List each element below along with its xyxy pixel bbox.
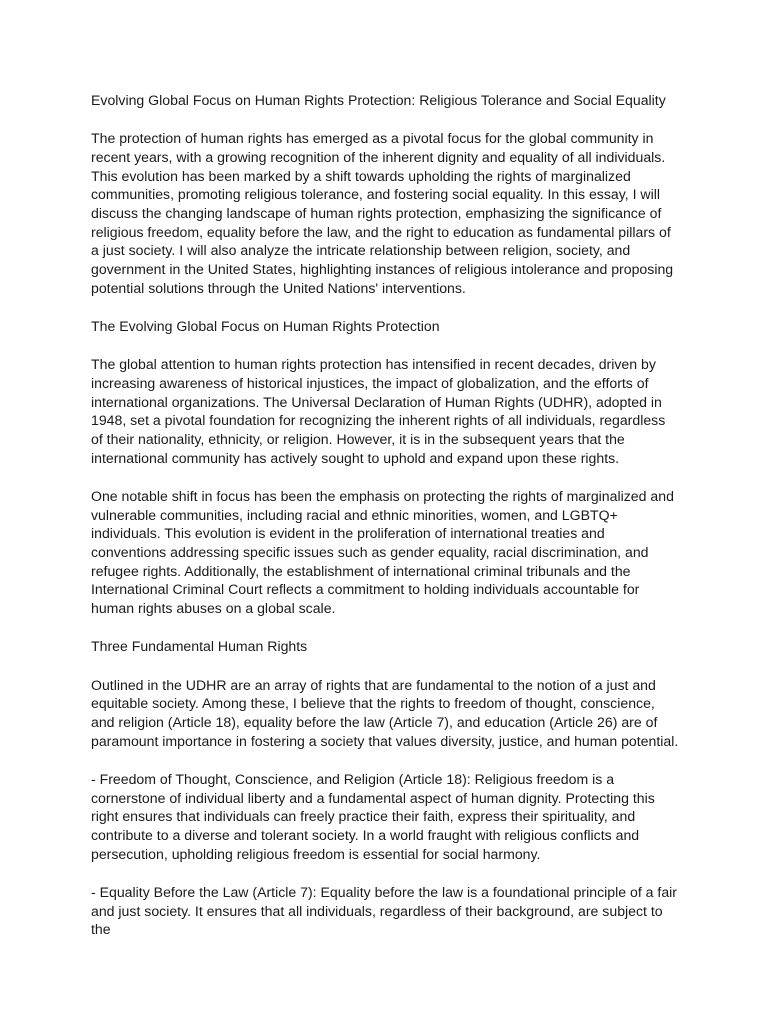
paragraph-notable-shift: One notable shift in focus has been the emphasis on protecting the rights of marginalized and vulnerable communities, including racial and ethnic minorities, women, and LGBTQ+ individuals. This evolution is evident in the proliferation of international treaties and conventions addressing specific issues such as gender equality, racial discrimination, and refugee rights. Additionally, the establishment of international criminal tribunals and the International Criminal Court reflects a commitment to holding individuals accountable for human rights abuses on a global scale. — [91, 487, 674, 617]
intro-paragraph: The protection of human rights has emerged as a pivotal focus for the global community in recent years, with a growing recognition of the inherent dignity and equality of all individuals. This evolution has been marked by a shift towards upholding the rights of marginalized communities, promoting religious tolerance, and fostering social equality. In this essay, I will discuss the changing landscape of human rights protection, emphasizing the significance of religious freedom, equality before the law, and the right to education as fundamental pillars of a just society. I will also analyze the intricate relationship between religion, society, and government in the United States, highlighting instances of religious intolerance and proposing potential solutions through the United Nations' interventions. — [91, 130, 674, 296]
document-title: Evolving Global Focus on Human Rights Protection: Religious Tolerance and Social Equality — [91, 92, 666, 108]
paragraph-article-7: - Equality Before the Law (Article 7): Equality before the law is a foundational principle of a fair and just society. It ensures that all individuals, regardless of their background, are subject to the — [91, 883, 677, 938]
section-heading-global-focus: The Evolving Global Focus on Human Rights Protection — [91, 318, 440, 335]
paragraph-global-attention: The global attention to human rights protection has intensified in recent decades, driven by increasing awareness of historical injustices, the impact of globalization, and the efforts of international organizations. The Universal Declaration of Human Rights (UDHR), adopted in 1948, set a pivotal foundation for recognizing the inherent rights of all individuals, regardless of their nationality, ethnicity, or religion. However, it is in the subsequent years that the international community has actively sought to uphold and expand upon these rights. — [91, 356, 666, 466]
section-heading-three-rights: Three Fundamental Human Rights — [91, 638, 308, 655]
paragraph-article-18: - Freedom of Thought, Conscience, and Religion (Article 18): Religious freedom is a cornerstone of individual liberty and a fundamental aspect of human dignity. Protecting this right ensures that individuals can freely practice their faith, express their spirituality, and contribute to a diverse and tolerant society. In a world fraught with religious conflicts and persecution, upholding religious freedom is essential for social harmony. — [91, 770, 655, 862]
document-body — [91, 91, 679, 959]
paragraph-udhr-rights: Outlined in the UDHR are an array of rights that are fundamental to the notion of a just and equitable society. Among these, I believe that the rights to freedom of thought, conscience, and religion (Article 18), equality before the law (Article 7), and education (Article 26) are of paramount importance in fostering a society that values diversity, justice, and human potential. — [91, 676, 679, 749]
